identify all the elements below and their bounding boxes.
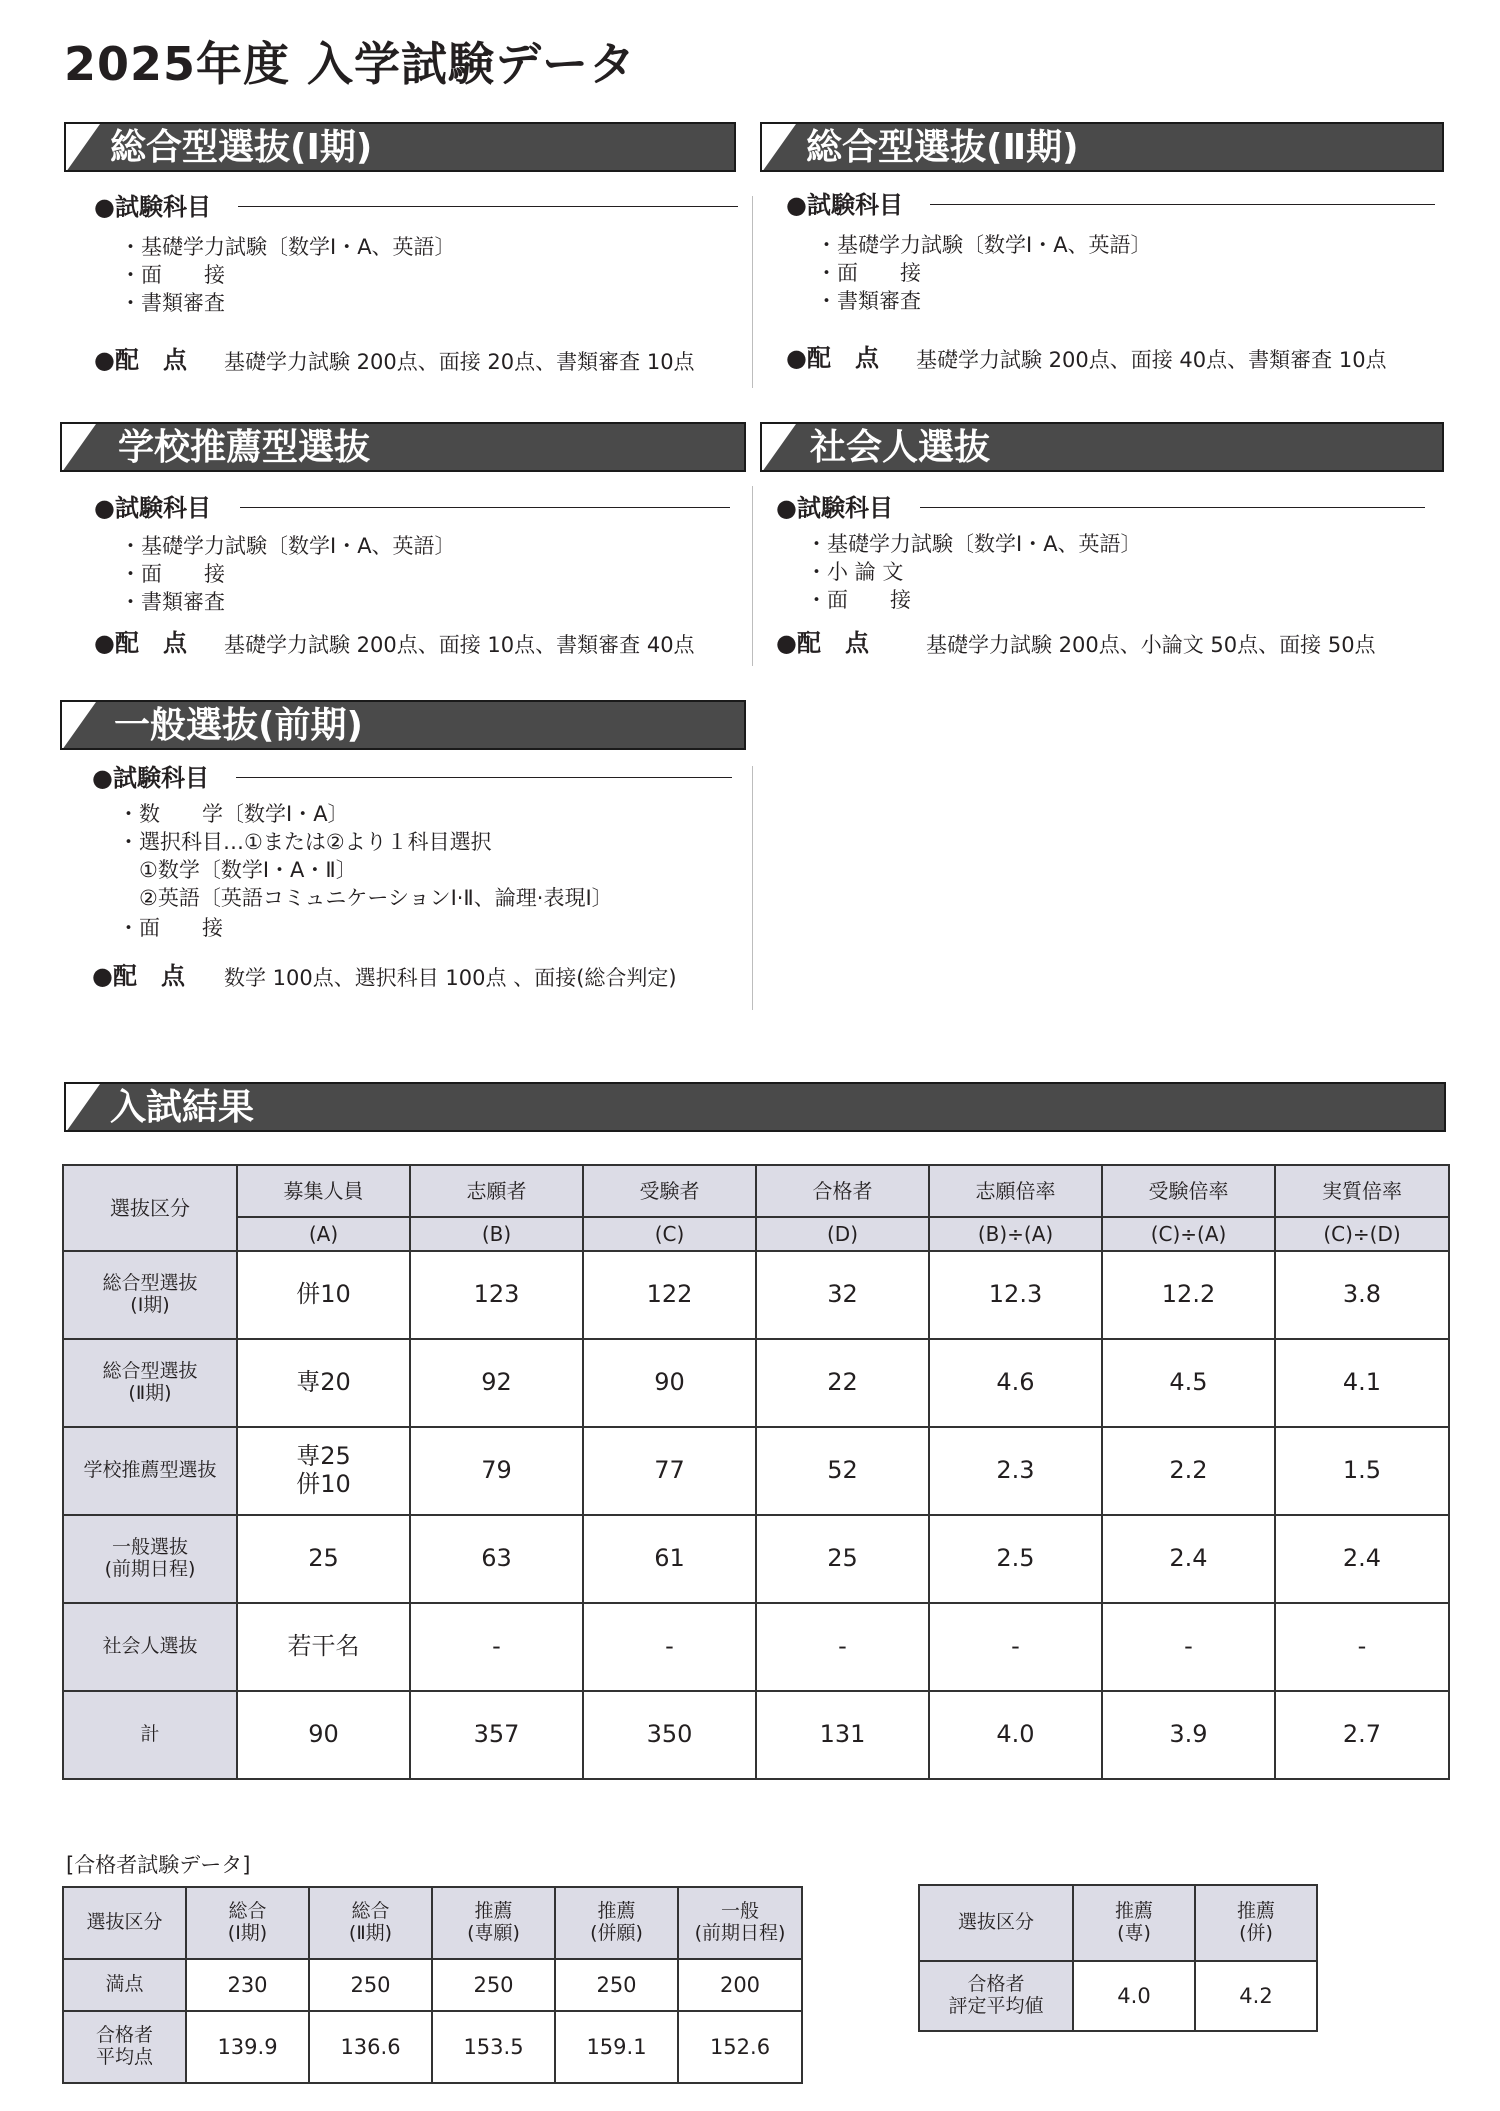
subject-item: ①数学〔数学Ⅰ・A・Ⅱ〕 [118,858,357,882]
cell-line: 併10 [296,1470,351,1498]
subjects-heading: ●試験科目 [776,494,893,522]
table-cell: 159.1 [555,2011,678,2083]
score-label: ●配 点 [786,344,879,372]
row-header: 社会人選抜 [63,1603,237,1691]
header-wedge [62,702,96,750]
header-wedge [762,124,796,172]
table-row [63,2011,802,2083]
row-label: 評定平均値 [948,1995,1044,2017]
col-header-line: 推薦 [1236,1900,1275,1923]
table-cell: 136.6 [309,2011,432,2083]
table-row [63,1959,802,2011]
table-cell: 4.2 [1195,1961,1317,2031]
row-label-sub: (前期日程) [104,1558,196,1580]
score-text: 基礎学力試験 200点、面接 40点、書類審査 10点 [916,348,1387,372]
col-header-line: (Ⅱ期) [348,1922,393,1944]
table-row-total [63,1691,1449,1779]
row-header [63,1515,237,1603]
section-title: 総合型選抜(Ⅱ期) [806,127,1079,168]
row-label: 総合型選抜 [102,1360,198,1383]
col-header-line: 推薦 [1114,1900,1153,1923]
table-cell: 77 [583,1427,756,1515]
subject-item: ・書類審査 [120,291,225,315]
subject-item: ・面 接 [816,261,921,285]
col-subheader: (C)÷(D) [1275,1217,1449,1251]
subjects-heading: ●試験科目 [94,193,211,221]
section-header-sogo-2 [760,122,1444,172]
table-cell: 90 [583,1339,756,1427]
passers-table [62,1886,803,2084]
table-cell: 併10 [237,1251,410,1339]
table-cell: 3.8 [1275,1251,1449,1339]
section-title: 学校推薦型選抜 [118,427,371,468]
col-header-line: (前期日程) [694,1922,786,1944]
table-cell: 2.7 [1275,1691,1449,1779]
table-cell: 4.5 [1102,1339,1275,1427]
heading-rule [240,507,730,508]
col-header: 合格者 [756,1165,929,1217]
score-text: 基礎学力試験 200点、面接 10点、書類審査 40点 [224,633,695,657]
section-title: 総合型選抜(Ⅰ期) [110,127,373,168]
score-text: 数学 100点、選択科目 100点 、面接(総合判定) [224,966,677,990]
header-wedge [66,124,100,172]
table-cell: 2.5 [929,1515,1102,1603]
score-text: 基礎学力試験 200点、面接 20点、書類審査 10点 [224,350,695,374]
score-label: ●配 点 [776,629,869,657]
col-subheader: (D) [756,1217,929,1251]
table-cell: 12.2 [1102,1251,1275,1339]
row-label: 平均点 [95,2046,153,2068]
table-cell: - [583,1603,756,1691]
col-header [186,1887,309,1959]
page-title: 2025年度 入学試験データ [64,37,637,91]
col-header [555,1887,678,1959]
subject-item: ・面 接 [118,916,223,940]
col-header-line: 総合 [228,1900,267,1923]
col-header [432,1887,555,1959]
subject-item: ・面 接 [806,588,911,612]
table-cell: 250 [555,1959,678,2011]
col-subheader: (C) [583,1217,756,1251]
table-cell: 52 [756,1427,929,1515]
subject-item: ・面 接 [120,263,225,287]
subject-item: ・基礎学力試験〔数学Ⅰ・A、英語〕 [806,532,1142,556]
table-cell: 3.9 [1102,1691,1275,1779]
column-divider [752,196,753,388]
table-cell: 63 [410,1515,583,1603]
col-header-line: (専) [1117,1922,1151,1944]
col-header-line: (Ⅰ期) [227,1922,268,1944]
table-row [919,1961,1317,2031]
row-header: 計 [63,1691,237,1779]
subject-item: ②英語〔英語コミュニケーションⅠ·Ⅱ、論理·表現Ⅰ〕 [118,886,613,910]
col-header: 募集人員 [237,1165,410,1217]
table-cell: 131 [756,1691,929,1779]
table-row [63,1603,1449,1691]
subjects-heading: ●試験科目 [786,191,903,219]
heading-rule [238,206,738,207]
row-header [63,1339,237,1427]
row-label-sub: (Ⅱ期) [128,1382,172,1404]
row-header [63,2011,186,2083]
section-title: 一般選抜(前期) [114,705,363,746]
col-subheader: (C)÷(A) [1102,1217,1275,1251]
table-cell: 200 [678,1959,802,2011]
table-cell: 79 [410,1427,583,1515]
table-cell: 2.4 [1102,1515,1275,1603]
table-cell: 22 [756,1339,929,1427]
table-row [63,1251,1449,1339]
col-header [1073,1885,1195,1961]
subject-item: ・基礎学力試験〔数学Ⅰ・A、英語〕 [120,235,456,259]
col-header: 志願倍率 [929,1165,1102,1217]
table-cell: - [410,1603,583,1691]
col-header [309,1887,432,1959]
header-wedge [762,424,796,472]
corner-header: 選抜区分 [919,1885,1073,1961]
col-header-line: (併) [1239,1922,1273,1944]
subjects-heading: ●試験科目 [94,494,211,522]
table-cell: 32 [756,1251,929,1339]
col-subheader: (B)÷(A) [929,1217,1102,1251]
cell-line: 専25 [296,1442,351,1471]
table-cell: 61 [583,1515,756,1603]
section-title: 入試結果 [110,1087,255,1128]
table-cell: 25 [756,1515,929,1603]
score-text: 基礎学力試験 200点、小論文 50点、面接 50点 [926,633,1376,657]
table-cell: - [929,1603,1102,1691]
section-header-suisen [60,422,746,472]
table-cell: 230 [186,1959,309,2011]
col-header-line: (併願) [590,1922,643,1944]
row-label: 総合型選抜 [102,1272,198,1295]
row-header: 学校推薦型選抜 [63,1427,237,1515]
table-cell: 153.5 [432,2011,555,2083]
table-cell: 2.2 [1102,1427,1275,1515]
table-cell: 25 [237,1515,410,1603]
results-table [62,1164,1450,1780]
corner-header: 選抜区分 [63,1165,237,1251]
table-row [63,1427,1449,1515]
table-cell: 250 [309,1959,432,2011]
col-subheader: (A) [237,1217,410,1251]
heading-rule [920,507,1425,508]
heading-rule [930,204,1435,205]
table-cell: 4.0 [929,1691,1102,1779]
score-label: ●配 点 [94,346,187,374]
table-cell [237,1427,410,1515]
table-cell: 152.6 [678,2011,802,2083]
corner-header: 選抜区分 [63,1887,186,1959]
col-subheader: (B) [410,1217,583,1251]
col-header: 実質倍率 [1275,1165,1449,1217]
col-header [1195,1885,1317,1961]
table-cell: 350 [583,1691,756,1779]
table-row [63,1515,1449,1603]
subject-item: ・基礎学力試験〔数学Ⅰ・A、英語〕 [816,233,1152,257]
col-header: 受験者 [583,1165,756,1217]
table-cell: - [1102,1603,1275,1691]
table-cell: 2.4 [1275,1515,1449,1603]
col-header [678,1887,802,1959]
column-divider [752,766,753,1010]
table-cell: 90 [237,1691,410,1779]
score-label: ●配 点 [92,962,185,990]
header-wedge [66,1084,100,1132]
column-divider [752,486,753,666]
table-cell: 123 [410,1251,583,1339]
row-header [919,1961,1073,2031]
table-cell: 12.3 [929,1251,1102,1339]
table-cell: 92 [410,1339,583,1427]
score-label: ●配 点 [94,629,187,657]
col-header: 志願者 [410,1165,583,1217]
subject-item: ・書類審査 [816,289,921,313]
section-header-shakaijin [760,422,1444,472]
table-cell: 専20 [237,1339,410,1427]
heading-rule [236,777,732,778]
subject-item: ・数 学〔数学Ⅰ・A〕 [118,802,349,826]
section-title: 社会人選抜 [810,427,991,468]
table-cell: 4.0 [1073,1961,1195,2031]
subject-item: ・小 論 文 [806,560,904,584]
section-header-results [64,1082,1446,1132]
col-header-line: 推薦 [474,1900,513,1923]
section-header-ippan [60,700,746,750]
row-label-sub: (Ⅰ期) [130,1294,170,1316]
row-label: 合格者 [967,1973,1025,1996]
passers-caption: [合格者試験データ] [66,1853,251,1877]
grade-average-table [918,1884,1318,2032]
table-cell: 4.6 [929,1339,1102,1427]
table-cell: 2.3 [929,1427,1102,1515]
table-row [63,1339,1449,1427]
col-header: 受験倍率 [1102,1165,1275,1217]
table-cell: - [1275,1603,1449,1691]
subject-item: ・選択科目…①または②より１科目選択 [118,830,492,854]
header-wedge [62,424,96,472]
table-cell: 357 [410,1691,583,1779]
table-cell: 122 [583,1251,756,1339]
col-header-line: (専願) [467,1922,520,1944]
col-header-line: 推薦 [597,1900,636,1923]
table-cell: 250 [432,1959,555,2011]
col-header-line: 一般 [720,1900,759,1923]
table-cell: 4.1 [1275,1339,1449,1427]
row-header [63,1251,237,1339]
col-header-line: 総合 [351,1900,390,1923]
subject-item: ・面 接 [120,562,225,586]
table-cell: 1.5 [1275,1427,1449,1515]
section-header-sogo-1 [64,122,736,172]
row-label: 合格者 [95,2024,153,2047]
subject-item: ・書類審査 [120,590,225,614]
table-cell: 若干名 [237,1603,410,1691]
subject-item: ・基礎学力試験〔数学Ⅰ・A、英語〕 [120,534,456,558]
table-cell: - [756,1603,929,1691]
row-label: 一般選抜 [111,1536,188,1559]
row-header: 満点 [63,1959,186,2011]
table-cell: 139.9 [186,2011,309,2083]
subjects-heading: ●試験科目 [92,764,209,792]
